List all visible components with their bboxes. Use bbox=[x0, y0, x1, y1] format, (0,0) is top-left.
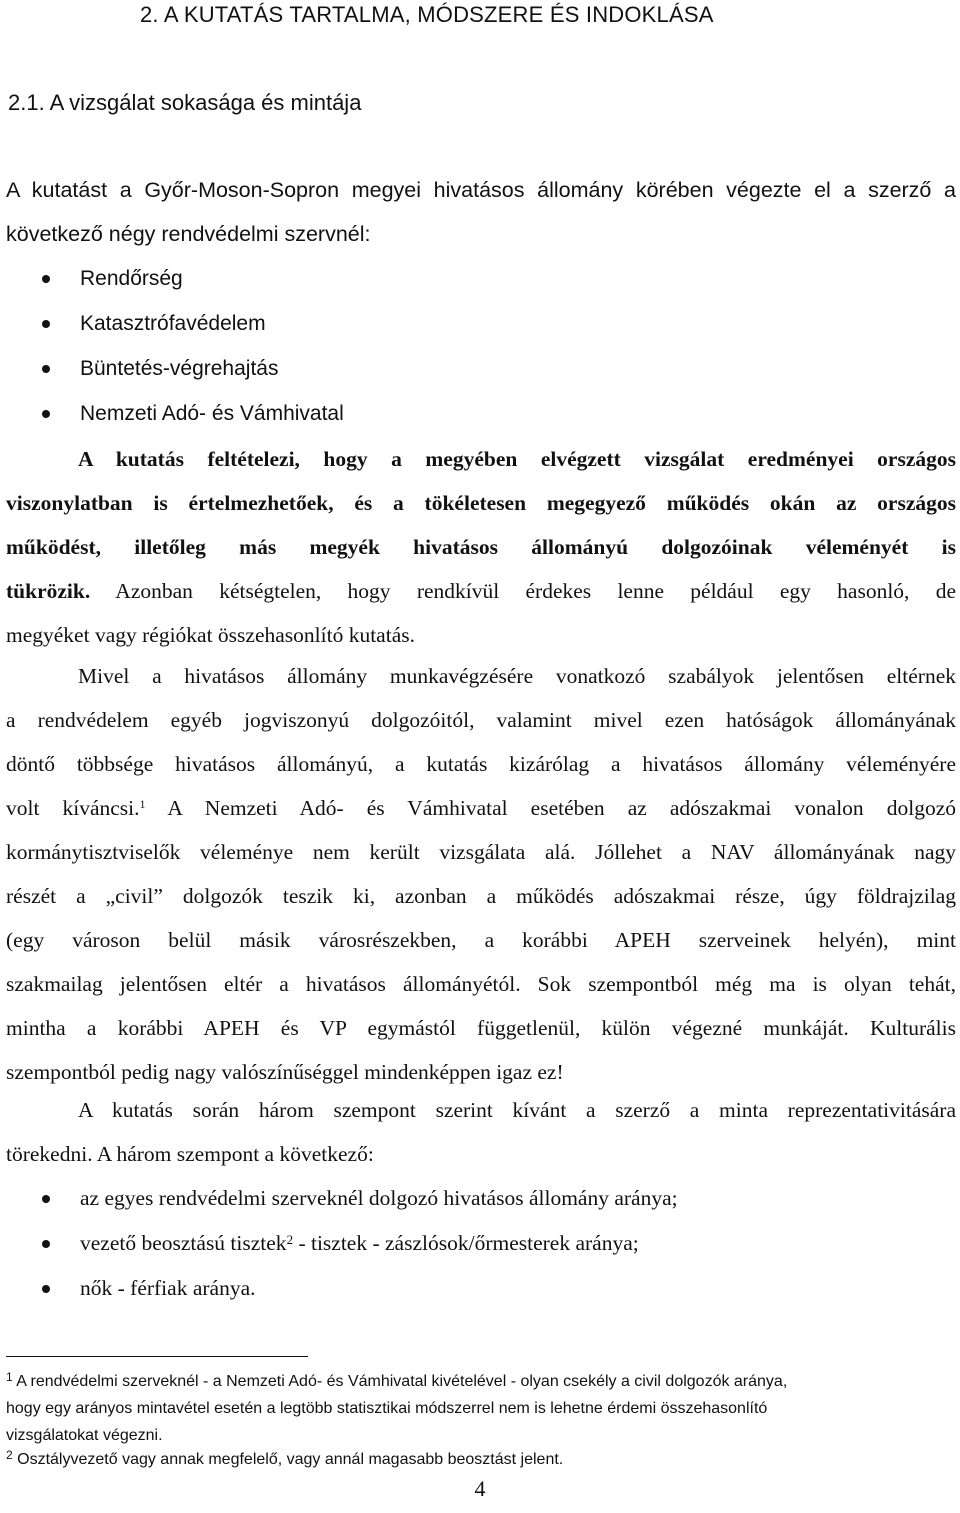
list-item: nők - férfiak aránya. bbox=[42, 1266, 678, 1311]
p2-line: kormánytisztviselők véleménye nem került vizsgálata alá. Jóllehet a NAV állományának nagy bbox=[6, 840, 956, 864]
bullet-icon bbox=[42, 365, 50, 373]
p3-line: törekedni. A három szempont a következő: bbox=[6, 1142, 374, 1166]
intro-line-1: A kutatást a Győr-Moson-Sopron megyei hivatásos állomány körében végezte el a szerző a bbox=[6, 178, 956, 202]
hypothesis-line-1: A kutatás feltételezi, hogy a megyében elvégzett vizsgálat eredményei országos bbox=[78, 447, 956, 471]
list-item: Katasztrófavédelem bbox=[42, 301, 344, 346]
bullet-icon bbox=[42, 275, 50, 283]
list-item: Nemzeti Adó- és Vámhivatal bbox=[42, 391, 344, 436]
hypothesis-paragraph bbox=[6, 437, 956, 657]
footnote-number: 1 bbox=[6, 1370, 13, 1384]
bullet-icon bbox=[42, 320, 50, 328]
paragraph-3 bbox=[6, 1088, 956, 1176]
footnote-number: 2 bbox=[6, 1448, 13, 1462]
p2-line: mintha a korábbi APEH és VP egymástól függetlenül, külön végezné munkáját. Kulturális bbox=[6, 1016, 956, 1040]
p2-line: részét a „civil” dolgozók teszik ki, azonban a működés adószakmai része, úgy földrajzilag bbox=[6, 884, 956, 908]
p2-line: döntő többsége hivatásos állományú, a kutatás kizárólag a hivatásos állomány véleményére bbox=[6, 752, 956, 776]
organization-list bbox=[42, 256, 344, 436]
intro-paragraph bbox=[6, 168, 956, 256]
footnote-separator bbox=[6, 1356, 308, 1357]
p2-line: szakmailag jelentősen eltér a hivatásos állományétól. Sok szempontból még ma is olyan tehát, bbox=[6, 972, 956, 996]
subsection-heading: 2.1. A vizsgálat sokasága és mintája bbox=[8, 90, 362, 115]
section-heading: 2. A KUTATÁS TARTALMA, MÓDSZERE ÉS INDOKLÁSA bbox=[140, 2, 714, 27]
bullet-icon bbox=[42, 1240, 50, 1248]
p2-line: volt kíváncsi.$^1$ A Nemzeti Adó- és Vámhivatal esetében az adószakmai vonalon dolgozó bbox=[6, 796, 956, 820]
bullet-icon bbox=[42, 1285, 50, 1293]
paragraph-2 bbox=[6, 654, 956, 1094]
list-item: az egyes rendvédelmi szerveknél dolgozó hivatásos állomány aránya; bbox=[42, 1176, 678, 1221]
footnote-2: $^2$ Osztályvezető vagy annak megfelelő, vagy annál magasabb beosztást jelent. bbox=[6, 1448, 564, 1468]
intro-line-2: következő négy rendvédelmi szervnél: bbox=[6, 222, 371, 246]
list-item: Büntetés-végrehajtás bbox=[42, 346, 344, 391]
hypothesis-line-4: tükrözik. Azonban kétségtelen, hogy rendkívül érdekes lenne például egy hasonló, de bbox=[6, 579, 956, 603]
footnote-ref[interactable]: 2 bbox=[286, 1232, 294, 1247]
bullet-icon bbox=[42, 410, 50, 418]
list-item: Rendőrség bbox=[42, 256, 344, 301]
p2-line: (egy városon belül másik városrészekben, a korábbi APEH szerveinek helyén), mint bbox=[6, 928, 956, 952]
p2-line: szempontból pedig nagy valószínűséggel mindenképpen igaz ez! bbox=[6, 1060, 564, 1084]
footnote-ref[interactable]: 1 bbox=[139, 797, 146, 811]
page-number: 4 bbox=[474, 1476, 486, 1501]
list-item: vezető beosztású tisztek$^2$ - tisztek - zászlósok/őrmesterek aránya; bbox=[42, 1221, 678, 1266]
footnote-1: $^1$ A rendvédelmi szerveknél - a Nemzeti Adó- és Vámhivatal kivételével - olyan csekély a civil dolgozók aránya, hogy egy arányos mintavétel esetén a legtöbb statisztikai módszerrel nem is lehetne érdemi összehasonlító vizsgálatokat végezni. bbox=[6, 1370, 788, 1444]
criteria-list bbox=[42, 1176, 678, 1311]
hypothesis-line-5: megyéket vagy régiókat összehasonlító kutatás. bbox=[6, 623, 415, 647]
p2-line: a rendvédelem egyéb jogviszonyú dolgozóitól, valamint mivel ezen hatóságok állományának bbox=[6, 708, 956, 732]
hypothesis-line-3: működést, illetőleg más megyék hivatásos állományú dolgozóinak véleményét is bbox=[6, 535, 956, 559]
bullet-icon bbox=[42, 1195, 50, 1203]
p2-line: Mivel a hivatásos állomány munkavégzésére vonatkozó szabályok jelentősen eltérnek bbox=[78, 664, 956, 688]
hypothesis-line-2: viszonylatban is értelmezhetőek, és a tökéletesen megegyező működés okán az országos bbox=[6, 491, 956, 515]
p3-line: A kutatás során három szempont szerint kívánt a szerző a minta reprezentativitására bbox=[78, 1098, 956, 1122]
